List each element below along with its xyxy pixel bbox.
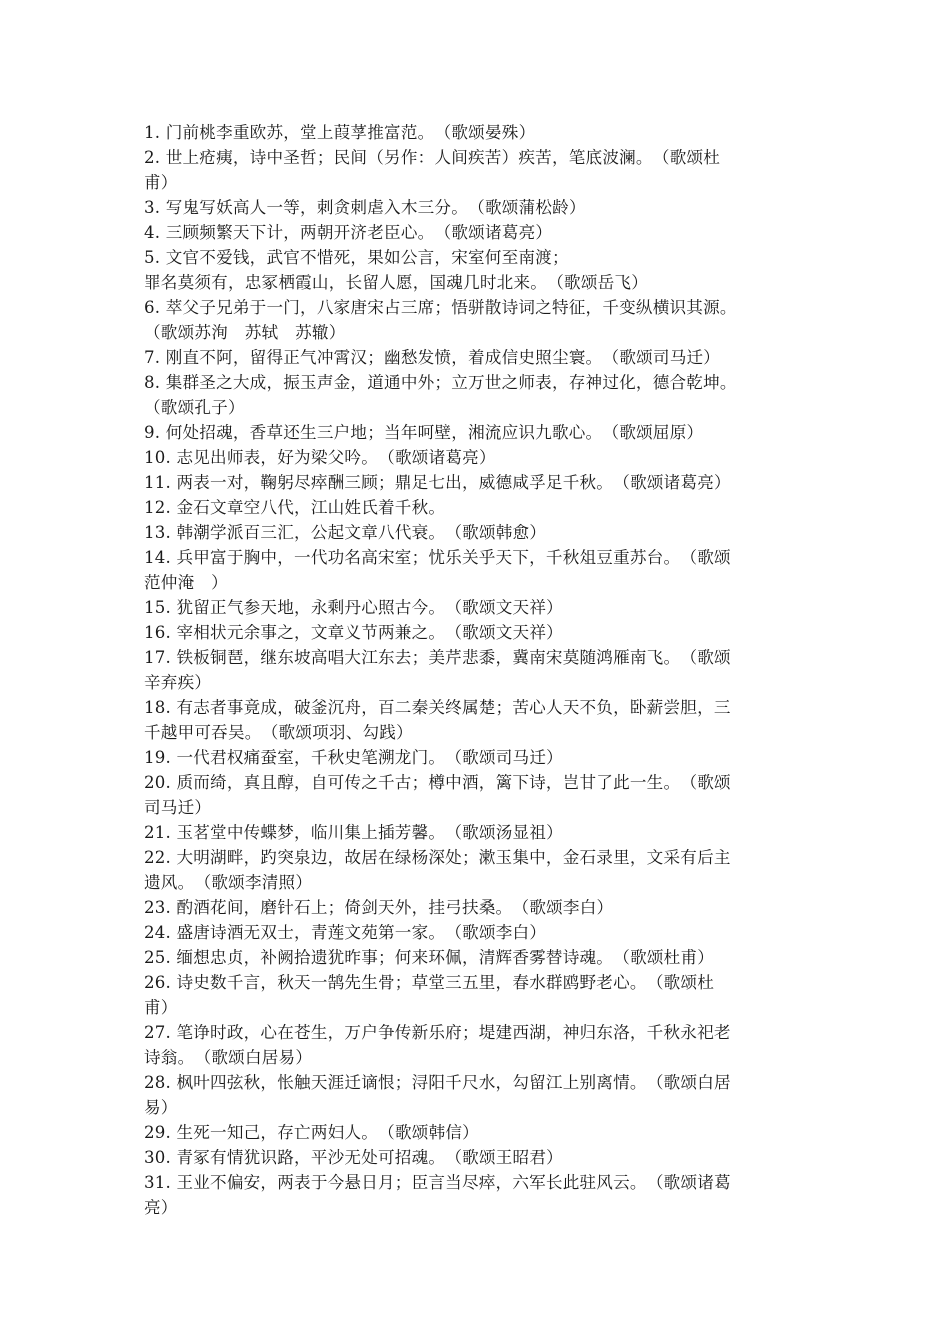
text-line: （歌颂苏洵 苏轼 苏辙） bbox=[144, 323, 346, 342]
text-line: 6. 萃父子兄弟于一门，八家唐宋占三席；悟骈散诗词之特征，千变纵横识其源。 bbox=[144, 298, 737, 317]
text-line: 31. 王业不偏安，两表于今悬日月；臣言当尽瘁，六军长此驻风云。 （歌颂诸葛 bbox=[144, 1173, 731, 1192]
text-line: 28. 枫叶四弦秋，怅触天涯迁谪恨；浔阳千尺水，勾留江上别离情。 （歌颂白居 bbox=[144, 1073, 731, 1092]
text-line: 亮） bbox=[144, 1198, 178, 1217]
text-line: 司马迁） bbox=[144, 798, 212, 817]
text-line: 诗翁。 （歌颂白居易） bbox=[144, 1048, 313, 1067]
text-line: 5. 文官不爱钱，武官不惜死，果如公言，宋室何至南渡； bbox=[144, 248, 569, 267]
text-line: 辛弃疾） bbox=[144, 673, 212, 692]
text-line: 甫） bbox=[144, 998, 178, 1017]
text-line: 26. 诗史数千言，秋天一鹄先生骨；草堂三五里，春水群鸥野老心。 （歌颂杜 bbox=[144, 973, 715, 992]
text-line: 27. 笔诤时政，心在苍生，万户争传新乐府；堤建西湖，神归东洛，千秋永祀老 bbox=[144, 1023, 731, 1042]
text-line: 2. 世上疮痍，诗中圣哲；民间（另作：人间疾苦）疾苦，笔底波澜。 （歌颂杜 bbox=[144, 148, 721, 167]
text-line: 23. 酌酒花间，磨针石上；倚剑天外，挂弓扶桑。 （歌颂李白） bbox=[144, 898, 614, 917]
text-line: 10. 志见出师表，好为梁父吟。 （歌颂诸葛亮） bbox=[144, 448, 496, 467]
text-line: 16. 宰相状元余事之，文章义节两兼之。 （歌颂文天祥） bbox=[144, 623, 563, 642]
text-line: 1. 门前桃李重欧苏，堂上葭莩推富范。 （歌颂晏殊） bbox=[144, 123, 536, 142]
text-line: 21. 玉茗堂中传蝶梦，临川集上插芳馨。 （歌颂汤显祖） bbox=[144, 823, 563, 842]
text-line: 7. 刚直不阿，留得正气冲霄汉；幽愁发愤，着成信史照尘寰。 （歌颂司马迁） bbox=[144, 348, 721, 367]
text-line: 29. 生死一知己，存亡两妇人。 （歌颂韩信） bbox=[144, 1123, 479, 1142]
text-line: 9. 何处招魂，香草还生三户地；当年呵壁，湘流应识九歌心。 （歌颂屈原） bbox=[144, 423, 704, 442]
text-line: 12. 金石文章空八代，江山姓氏着千秋。 bbox=[144, 498, 446, 517]
text-line: 8. 集群圣之大成，振玉声金，道通中外；立万世之师表，存神过化，德合乾坤。 bbox=[144, 373, 737, 392]
text-line: 范仲淹 ） bbox=[144, 573, 228, 592]
text-line: 25. 缅想忠贞，补阙拾遗犹昨事；何来环佩，清辉香雾替诗魂。 （歌颂杜甫） bbox=[144, 948, 715, 967]
text-line: 15. 犹留正气参天地，永剩丹心照古今。 （歌颂文天祥） bbox=[144, 598, 563, 617]
text-line: （歌颂孔子） bbox=[144, 398, 245, 417]
text-line: 20. 质而绮，真且醇，自可传之千古；樽中酒，篱下诗，岂甘了此一生。 （歌颂 bbox=[144, 773, 731, 792]
text-line: 24. 盛唐诗酒无双士，青莲文苑第一家。 （歌颂李白） bbox=[144, 923, 547, 942]
text-line: 遗风。 （歌颂李清照） bbox=[144, 873, 313, 892]
text-line: 4. 三顾频繁天下计，两朝开济老臣心。 （歌颂诸葛亮） bbox=[144, 223, 553, 242]
text-line: 千越甲可吞吴。 （歌颂项羽、勾践） bbox=[144, 723, 413, 742]
text-line: 22. 大明湖畔，趵突泉边，故居在绿杨深处；漱玉集中，金石录里，文采有后主 bbox=[144, 848, 731, 867]
text-line: 17. 铁板铜琶，继东坡高唱大江东去；美芹悲黍，冀南宋莫随鸿雁南飞。 （歌颂 bbox=[144, 648, 731, 667]
text-line: 11. 两表一对，鞠躬尽瘁酬三顾；鼎足七出，威德咸孚足千秋。 （歌颂诸葛亮） bbox=[144, 473, 731, 492]
text-line: 甫） bbox=[144, 173, 178, 192]
text-line: 14. 兵甲富于胸中，一代功名高宋室；忧乐关乎天下，千秋俎豆重苏台。 （歌颂 bbox=[144, 548, 731, 567]
text-line: 13. 韩潮学派百三汇，公起文章八代衰。 （歌颂韩愈） bbox=[144, 523, 547, 542]
text-line: 罪名莫须有，忠冢栖霞山，长留人愿，国魂几时北来。 （歌颂岳飞） bbox=[144, 273, 649, 292]
text-line: 3. 写鬼写妖高人一等，刺贪刺虐入木三分。 （歌颂蒲松龄） bbox=[144, 198, 586, 217]
text-line: 30. 青冢有情犹识路，平沙无处可招魂。 （歌颂王昭君） bbox=[144, 1148, 563, 1167]
text-line: 易） bbox=[144, 1098, 178, 1117]
document-body bbox=[144, 120, 824, 1220]
text-line: 18. 有志者事竟成，破釜沉舟，百二秦关终属楚；苦心人天不负，卧薪尝胆，三 bbox=[144, 698, 731, 717]
text-line: 19. 一代君权痛蚕室，千秋史笔溯龙门。 （歌颂司马迁） bbox=[144, 748, 563, 767]
